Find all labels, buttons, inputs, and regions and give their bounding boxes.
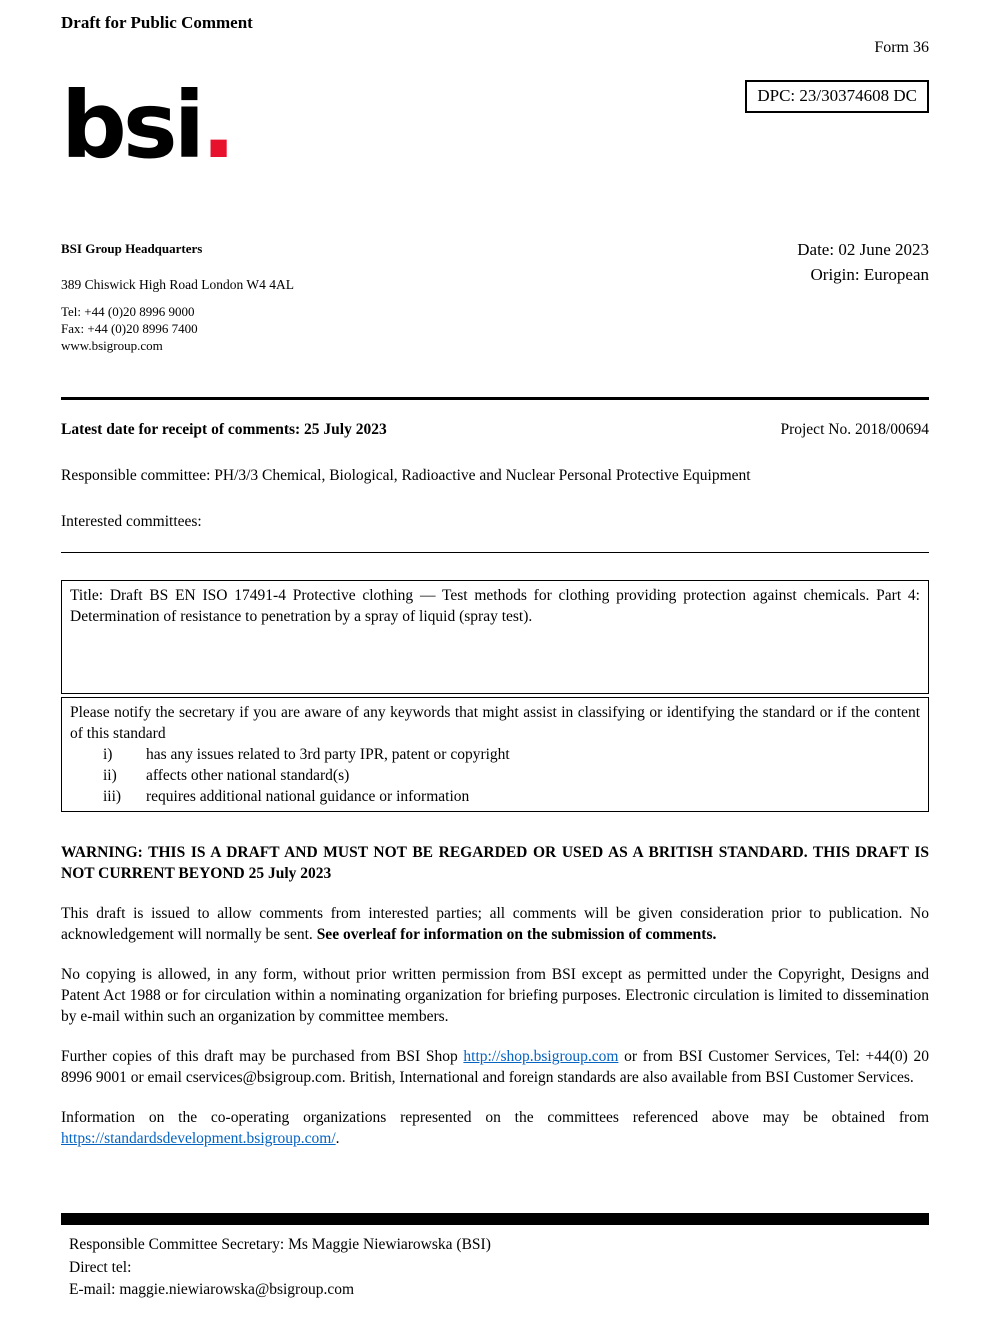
keyword-item	[70, 786, 920, 807]
paragraph-info-before: Information on the co-operating organizations represented on the committees referenced above may be obtained from	[61, 1108, 929, 1126]
headquarters-block	[61, 238, 294, 355]
hq-title: BSI Group Headquarters	[61, 241, 203, 256]
footer-block	[61, 1234, 929, 1302]
comments-row	[61, 419, 929, 440]
headquarters-row	[61, 238, 929, 355]
paragraph-issue-bold: See overleaf for information on the submission of comments.	[316, 925, 717, 943]
title-text: Title: Draft BS EN ISO 17491-4 Protective clothing — Test methods for clothing providing protection against chemicals. Part 4: Determination of resistance to penetration by a spray of liquid (spray test).	[70, 586, 920, 625]
dpc-number-box	[745, 80, 929, 113]
footer-email: E-mail: maggie.niewiarowska@bsigroup.com	[69, 1281, 355, 1298]
paragraph-copies-after: or from BSI Customer Services, Tel: +44(0) 20 8996 9001 or email cservices@bsigroup.com. British, International and foreign standards are also available from BSI Customer Services.	[61, 1047, 930, 1086]
logo-row	[61, 72, 929, 202]
title-box	[61, 580, 929, 694]
hq-website: www.bsigroup.com	[61, 338, 163, 353]
doc-origin: Origin: European	[810, 264, 929, 284]
paragraph-copies-before: Further copies of this draft may be purchased from BSI Shop	[61, 1047, 464, 1065]
hq-tel: Tel: +44 (0)20 8996 9000	[61, 304, 195, 319]
keywords-intro: Please notify the secretary if you are aware of any keywords that might assist in classifying or identifying the standard or if the content of this standard	[70, 703, 920, 742]
bsi-logo	[61, 72, 233, 179]
bsi-shop-link[interactable]: http://shop.bsigroup.com	[463, 1047, 619, 1065]
project-number: Project No. 2018/00694	[780, 420, 929, 438]
paragraph-info	[61, 1107, 929, 1149]
paragraph-copying: No copying is allowed, in any form, without prior written permission from BSI except as permitted under the Copyright, Designs and Patent Act 1988 or for circulation within a nominating organization for briefing purposes. Electronic circulation is limited to dissemination by e-mail within such an organization by committee members.	[61, 965, 929, 1025]
hq-fax: Fax: +44 (0)20 8996 7400	[61, 320, 198, 336]
keyword-text: has any issues related to 3rd party IPR, patent or copyright	[146, 745, 510, 763]
keyword-item	[70, 744, 920, 765]
hq-address: 389 Chiswick High Road London W4 4AL	[61, 277, 294, 292]
warning-text: WARNING: THIS IS A DRAFT AND MUST NOT BE REGARDED OR USED AS A BRITISH STANDARD. THIS DRAFT IS NOT CURRENT BEYOND 25 July 2023	[61, 843, 929, 882]
footer-divider-bar	[61, 1213, 929, 1225]
responsible-committee: Responsible committee: PH/3/3 Chemical, Biological, Radioactive and Nuclear Personal Protective Equipment	[61, 466, 751, 484]
dpc-number: DPC: 23/30374608 DC	[757, 86, 917, 105]
latest-date-for-comments: Latest date for receipt of comments: 25 July 2023	[61, 420, 387, 438]
paragraph-copies	[61, 1046, 929, 1088]
paragraph-issue	[61, 903, 929, 945]
keyword-marker: ii)	[103, 766, 117, 784]
standards-development-link[interactable]: https://standardsdevelopment.bsigroup.com/	[61, 1129, 336, 1147]
logo-dot: .	[201, 72, 233, 179]
keyword-marker: i)	[103, 745, 113, 763]
committee-secretary: Responsible Committee Secretary: Ms Maggie Niewiarowska (BSI)	[69, 1236, 491, 1253]
date-origin-block	[797, 238, 929, 355]
paragraph-info-after: .	[335, 1129, 340, 1147]
form-number: Form 36	[874, 39, 929, 56]
paragraph-issue-text: This draft is issued to allow comments from interested parties; all comments will be given consideration prior to publication. No acknowledgement will normally be sent.	[61, 904, 929, 943]
direct-tel: Direct tel:	[69, 1258, 132, 1276]
doc-classification: Draft for Public Comment	[61, 13, 253, 32]
keyword-marker: iii)	[103, 787, 122, 805]
logo-text: bsi	[61, 72, 202, 179]
divider-rule	[61, 397, 929, 400]
keyword-text: affects other national standard(s)	[146, 766, 350, 784]
doc-date: Date: 02 June 2023	[797, 240, 929, 259]
keywords-box	[61, 697, 929, 812]
keyword-item	[70, 765, 920, 786]
footer-section	[61, 1213, 929, 1302]
thin-divider	[61, 552, 929, 553]
keyword-text: requires additional national guidance or information	[146, 787, 470, 805]
interested-committees: Interested committees:	[61, 512, 202, 530]
